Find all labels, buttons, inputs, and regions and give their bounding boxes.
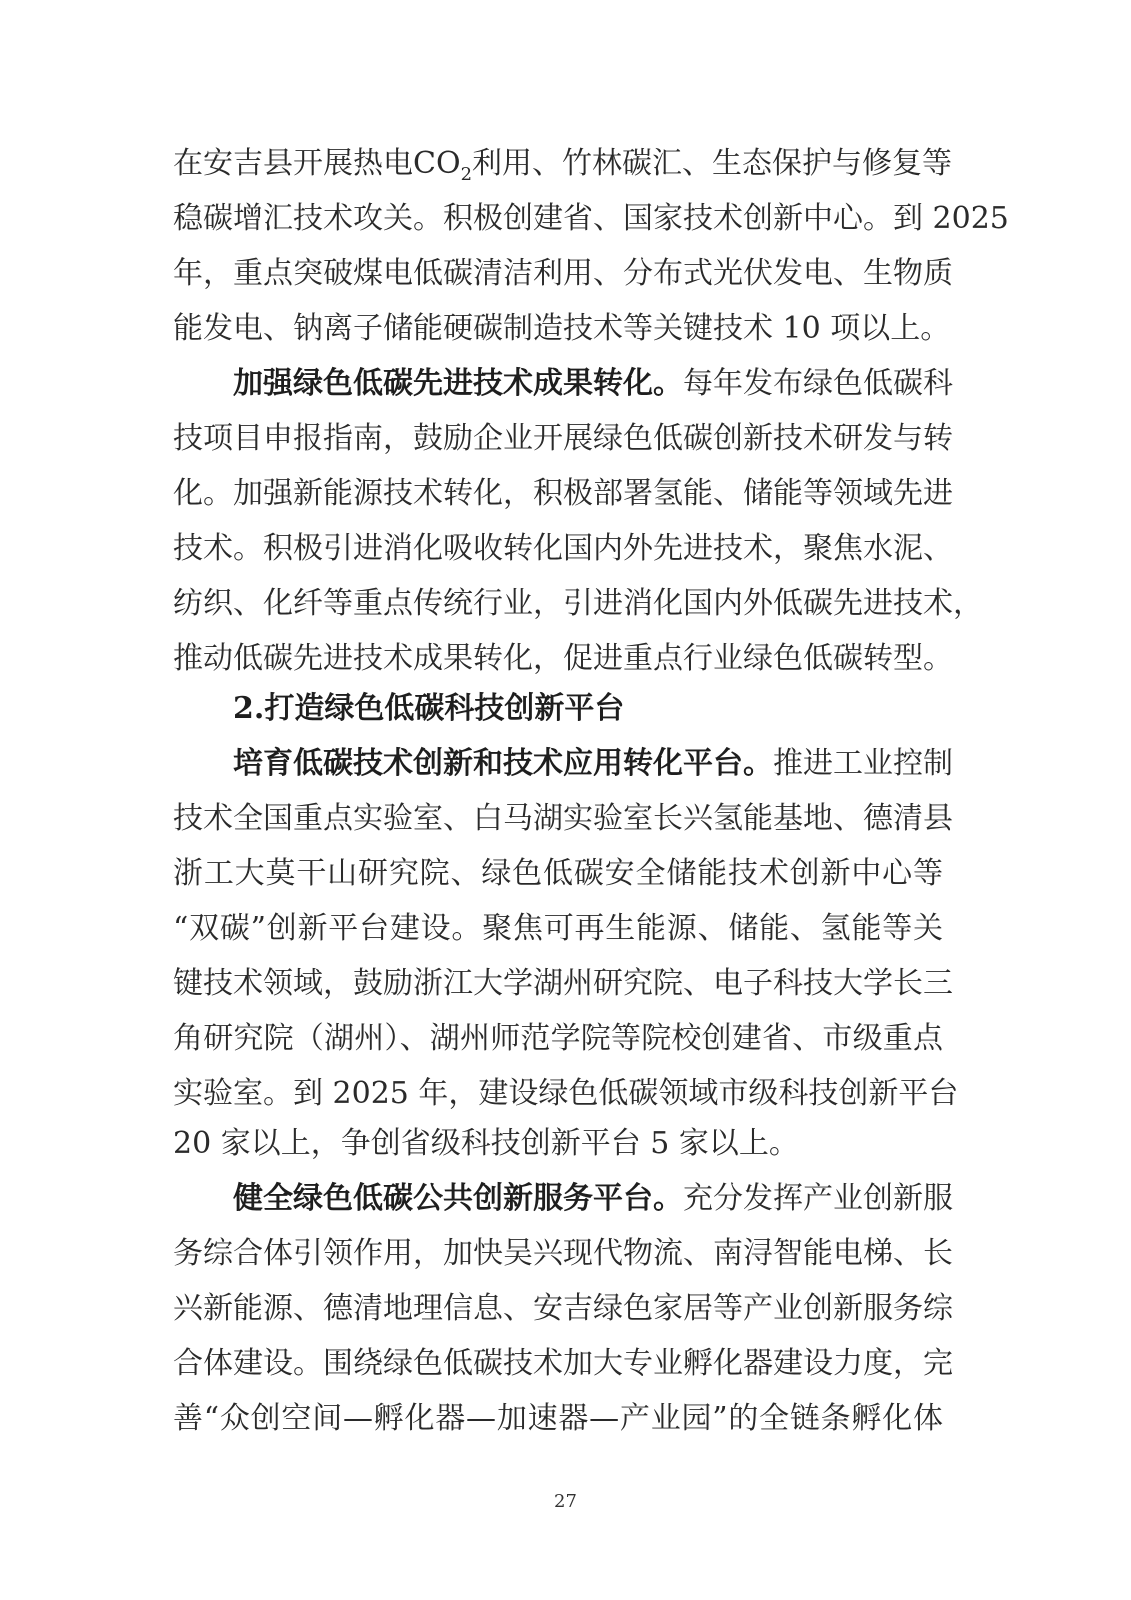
paragraph-line: 合体建设。围绕绿色低碳技术加大专业孵化器建设力度，完 (173, 1346, 953, 1381)
paragraph-line: 角研究院（湖州）、湖州师范学院等院校创建省、市级重点 (173, 1021, 943, 1056)
paragraph-line: 技项目申报指南，鼓励企业开展绿色低碳创新技术研发与转 (173, 421, 953, 456)
paragraph-line: 化。加强新能源技术转化，积极部署氢能、储能等领域先进 (173, 476, 953, 511)
paragraph-line: 兴新能源、德清地理信息、安吉绿色家居等产业创新服务综 (173, 1291, 953, 1326)
paragraph-heading: 加强绿色低碳先进技术成果转化。 (233, 366, 683, 401)
paragraph-line: 纺织、化纤等重点传统行业，引进消化国内外低碳先进技术， (173, 586, 983, 621)
paragraph-line: 浙工大莫干山研究院、绿色低碳安全储能技术创新中心等 (173, 856, 943, 891)
paragraph-line: 推动低碳先进技术成果转化，促进重点行业绿色低碳转型。 (173, 641, 953, 676)
paragraph-line: 键技术领域，鼓励浙江大学湖州研究院、电子科技大学长三 (173, 966, 953, 1001)
paragraph-line: 在安吉县开展热电$CO_2$利用、竹林碳汇、生态保护与修复等 (173, 146, 953, 185)
paragraph-line: 技术。积极引进消化吸收转化国内外先进技术，聚焦水泥、 (173, 531, 953, 566)
paragraph-line: 实验室。到 2025 年，建设绿色低碳领域市级科技创新平台 (173, 1076, 959, 1111)
paragraph-first-line: 健全绿色低碳公共创新服务平台。充分发挥产业创新服 (233, 1181, 953, 1216)
section-heading: 2.打造绿色低碳科技创新平台 (233, 691, 625, 726)
page-number: 27 (554, 1491, 577, 1512)
paragraph-first-line: 培育低碳技术创新和技术应用转化平台。推进工业控制 (233, 746, 953, 781)
paragraph-line: 技术全国重点实验室、白马湖实验室长兴氢能基地、德清县 (173, 801, 953, 836)
paragraph-line: 务综合体引领作用，加快吴兴现代物流、南浔智能电梯、长 (173, 1236, 953, 1271)
paragraph-line: 善“众创空间—孵化器—加速器—产业园”的全链条孵化体 (173, 1401, 943, 1436)
paragraph-line: 稳碳增汇技术攻关。积极创建省、国家技术创新中心。到 2025 (173, 201, 1009, 236)
paragraph-line: “双碳”创新平台建设。聚焦可再生能源、储能、氢能等关 (173, 911, 943, 946)
paragraph-line: 20 家以上，争创省级科技创新平台 5 家以上。 (173, 1126, 799, 1161)
paragraph-first-line: 加强绿色低碳先进技术成果转化。每年发布绿色低碳科 (233, 366, 953, 401)
paragraph-heading: 培育低碳技术创新和技术应用转化平台。 (233, 746, 773, 781)
paragraph-line: 年，重点突破煤电低碳清洁利用、分布式光伏发电、生物质 (173, 256, 953, 291)
paragraph-heading: 健全绿色低碳公共创新服务平台。 (233, 1181, 683, 1216)
paragraph-line: 能发电、钠离子储能硬碳制造技术等关键技术 10 项以上。 (173, 311, 951, 346)
